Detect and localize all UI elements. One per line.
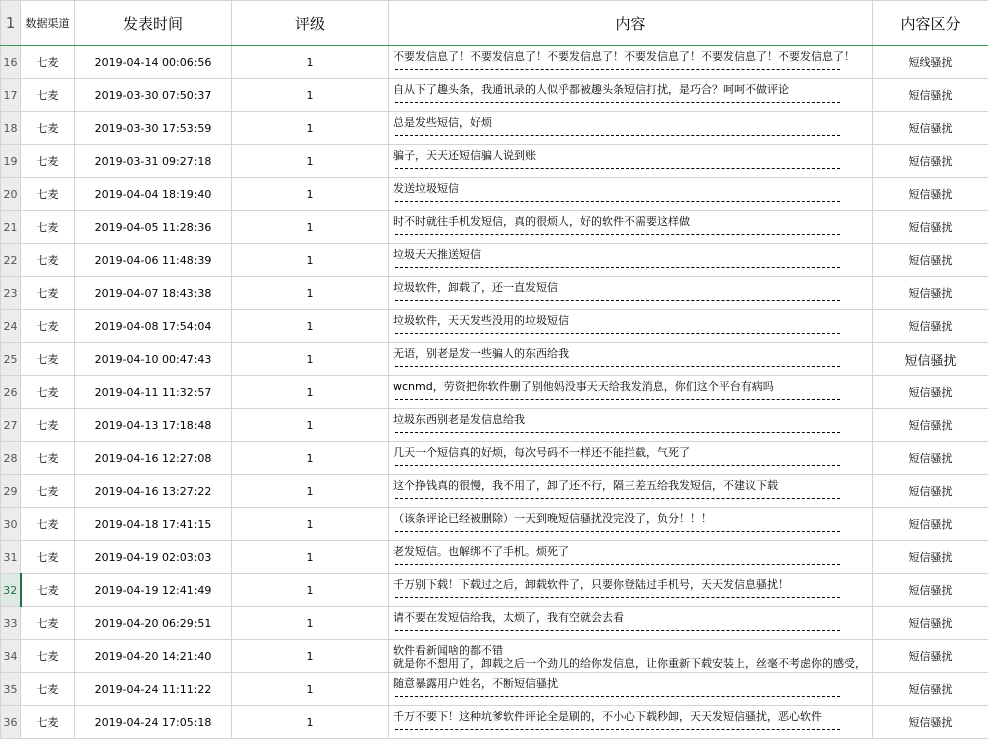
cell-category[interactable]: 短信骚扰 [873, 475, 988, 508]
cell-category[interactable]: 短信骚扰 [873, 343, 988, 376]
table-row[interactable] [1, 376, 988, 409]
row-number[interactable]: 20 [1, 178, 21, 211]
cell-rating[interactable]: 1 [232, 508, 389, 541]
cell-time[interactable]: 2019-04-07 18:43:38 [75, 277, 232, 310]
cell-rating[interactable]: 1 [232, 442, 389, 475]
cell-rating[interactable]: 1 [232, 475, 389, 508]
cell-channel[interactable]: 七麦 [21, 508, 75, 541]
cell-time[interactable]: 2019-04-04 18:19:40 [75, 178, 232, 211]
cell-content[interactable] [389, 145, 873, 178]
content-text: 请不要在发短信给我，太烦了，我有空就会去看 [393, 611, 624, 624]
row-number[interactable]: 31 [1, 541, 21, 574]
cell-content[interactable] [389, 178, 873, 211]
col-header-channel[interactable]: 数据渠道 [21, 1, 75, 46]
cell-category[interactable]: 短信骚扰 [873, 541, 988, 574]
table-row[interactable] [1, 574, 988, 607]
cell-time[interactable]: 2019-04-11 11:32:57 [75, 376, 232, 409]
cell-category[interactable]: 短信骚扰 [873, 112, 988, 145]
cell-channel[interactable]: 七麦 [21, 79, 75, 112]
content-text: 发送垃圾短信 [393, 182, 459, 195]
row-number[interactable]: 18 [1, 112, 21, 145]
cell-time[interactable]: 2019-04-19 12:41:49 [75, 574, 232, 607]
header-row [1, 1, 988, 46]
cell-category[interactable]: 短信骚扰 [873, 310, 988, 343]
cell-category[interactable]: 短信骚扰 [873, 673, 988, 706]
col-header-time[interactable]: 发表时间 [75, 1, 232, 46]
cell-channel[interactable]: 七麦 [21, 310, 75, 343]
table-row[interactable] [1, 310, 988, 343]
cell-channel[interactable]: 七麦 [21, 112, 75, 145]
cell-rating[interactable]: 1 [232, 541, 389, 574]
cell-channel[interactable]: 七麦 [21, 46, 75, 79]
cell-category[interactable]: 短信骚扰 [873, 145, 988, 178]
table-row[interactable] [1, 79, 988, 112]
row-number[interactable]: 27 [1, 409, 21, 442]
cell-content[interactable] [389, 541, 873, 574]
content-text: 骗子，天天还短信骗人说到账 [393, 149, 536, 162]
dashed-underline [395, 102, 840, 103]
dashed-underline [395, 234, 840, 235]
cell-category[interactable]: 短信骚扰 [873, 376, 988, 409]
cell-time[interactable]: 2019-03-30 07:50:37 [75, 79, 232, 112]
cell-content[interactable] [389, 46, 873, 79]
cell-channel[interactable]: 七麦 [21, 277, 75, 310]
dashed-underline [395, 498, 840, 499]
cell-rating[interactable]: 1 [232, 673, 389, 706]
dashed-underline [395, 465, 840, 466]
content-text: 总是发些短信，好烦 [393, 116, 492, 129]
content-text: 千万别下载！下载过之后，卸载软件了，只要你登陆过手机号，天天发信息骚扰！ [393, 578, 789, 591]
content-text: wcnmd，劳资把你软件删了别他妈没事天天给我发消息，你们这个平台有病吗 [393, 380, 774, 393]
table-row[interactable] [1, 211, 988, 244]
cell-time[interactable]: 2019-04-10 00:47:43 [75, 343, 232, 376]
dashed-underline [395, 333, 840, 334]
cell-content[interactable] [389, 79, 873, 112]
content-text: 垃圾软件，卸载了，还一直发短信 [393, 281, 558, 294]
cell-channel[interactable]: 七麦 [21, 145, 75, 178]
dashed-underline [395, 135, 840, 136]
cell-channel[interactable]: 七麦 [21, 607, 75, 640]
content-text: 软件看新闻啥的都不错 [393, 644, 503, 657]
cell-time[interactable]: 2019-04-08 17:54:04 [75, 310, 232, 343]
row-number[interactable]: 35 [1, 673, 21, 706]
cell-channel[interactable]: 七麦 [21, 541, 75, 574]
cell-time[interactable]: 2019-04-05 11:28:36 [75, 211, 232, 244]
cell-rating[interactable]: 1 [232, 211, 389, 244]
cell-rating[interactable]: 1 [232, 277, 389, 310]
cell-content[interactable] [389, 277, 873, 310]
dashed-underline [395, 564, 840, 565]
row-number[interactable]: 34 [1, 640, 21, 673]
cell-rating[interactable]: 1 [232, 343, 389, 376]
cell-content[interactable] [389, 475, 873, 508]
dashed-underline [395, 267, 840, 268]
cell-content[interactable] [389, 112, 873, 145]
content-text-line2: 就是你不想用了，卸载之后一个劲儿的给你发信息，让你重新下载安装上，丝毫不考虑你的感受， [393, 657, 866, 670]
row-number[interactable]: 24 [1, 310, 21, 343]
table-row[interactable] [1, 706, 988, 739]
cell-channel[interactable]: 七麦 [21, 574, 75, 607]
cell-time[interactable]: 2019-04-16 13:27:22 [75, 475, 232, 508]
cell-rating[interactable]: 1 [232, 574, 389, 607]
table-row[interactable] [1, 244, 988, 277]
cell-content[interactable] [389, 211, 873, 244]
cell-channel[interactable]: 七麦 [21, 211, 75, 244]
cell-time[interactable]: 2019-04-24 17:05:18 [75, 706, 232, 739]
cell-time[interactable]: 2019-04-20 14:21:40 [75, 640, 232, 673]
row-number[interactable]: 29 [1, 475, 21, 508]
dashed-underline [395, 630, 840, 631]
cell-channel[interactable]: 七麦 [21, 343, 75, 376]
cell-channel[interactable]: 七麦 [21, 640, 75, 673]
col-header-rating[interactable]: 评级 [232, 1, 389, 46]
cell-time[interactable]: 2019-04-19 02:03:03 [75, 541, 232, 574]
cell-content[interactable] [389, 442, 873, 475]
table-row[interactable] [1, 343, 988, 376]
cell-rating[interactable]: 1 [232, 244, 389, 277]
cell-content[interactable] [389, 508, 873, 541]
cell-channel[interactable]: 七麦 [21, 442, 75, 475]
cell-rating[interactable]: 1 [232, 376, 389, 409]
cell-category[interactable]: 短信骚扰 [873, 442, 988, 475]
cell-category[interactable]: 短信骚扰 [873, 574, 988, 607]
content-text: 千万不要下！这种坑爹软件评论全是刷的，不小心下载秒卸，天天发短信骚扰，恶心软件 [393, 710, 822, 723]
cell-category[interactable]: 短信骚扰 [873, 211, 988, 244]
row-number[interactable]: 32 [1, 574, 21, 607]
cell-channel[interactable]: 七麦 [21, 673, 75, 706]
cell-rating[interactable]: 1 [232, 607, 389, 640]
row-number[interactable]: 25 [1, 343, 21, 376]
cell-channel[interactable]: 七麦 [21, 178, 75, 211]
cell-channel[interactable]: 七麦 [21, 409, 75, 442]
col-header-category[interactable]: 内容区分 [873, 1, 988, 46]
content-text: 老发短信。也解绑不了手机。烦死了 [393, 545, 569, 558]
row-number[interactable]: 28 [1, 442, 21, 475]
dashed-underline [395, 300, 840, 301]
cell-time[interactable]: 2019-04-13 17:18:48 [75, 409, 232, 442]
cell-content[interactable] [389, 640, 873, 673]
row-number[interactable]: 23 [1, 277, 21, 310]
cell-channel[interactable]: 七麦 [21, 475, 75, 508]
cell-rating[interactable]: 1 [232, 145, 389, 178]
dashed-underline [395, 366, 840, 367]
table-row[interactable] [1, 607, 988, 640]
cell-category[interactable]: 短信骚扰 [873, 640, 988, 673]
table-row[interactable] [1, 508, 988, 541]
cell-time[interactable]: 2019-04-20 06:29:51 [75, 607, 232, 640]
cell-rating[interactable]: 1 [232, 310, 389, 343]
content-text: 垃圾软件，天天发些没用的垃圾短信 [393, 314, 569, 327]
cell-category[interactable]: 短信骚扰 [873, 79, 988, 112]
table-row[interactable] [1, 46, 988, 79]
cell-content[interactable] [389, 706, 873, 739]
cell-content[interactable] [389, 310, 873, 343]
cell-rating[interactable]: 1 [232, 409, 389, 442]
cell-time[interactable]: 2019-04-16 12:27:08 [75, 442, 232, 475]
cell-time[interactable]: 2019-04-06 11:48:39 [75, 244, 232, 277]
row-number[interactable]: 19 [1, 145, 21, 178]
cell-time[interactable]: 2019-03-31 09:27:18 [75, 145, 232, 178]
dashed-underline [395, 69, 840, 70]
cell-time[interactable]: 2019-04-14 00:06:56 [75, 46, 232, 79]
col-header-content[interactable]: 内容 [389, 1, 873, 46]
cell-time[interactable]: 2019-04-18 17:41:15 [75, 508, 232, 541]
content-text: 几天一个短信真的好烦，每次号码不一样还不能拦截，气死了 [393, 446, 690, 459]
cell-category[interactable]: 短信骚扰 [873, 244, 988, 277]
cell-category[interactable]: 短信骚扰 [873, 409, 988, 442]
row-number[interactable]: 22 [1, 244, 21, 277]
cell-time[interactable]: 2019-04-24 11:11:22 [75, 673, 232, 706]
table-row[interactable] [1, 145, 988, 178]
cell-content[interactable] [389, 607, 873, 640]
content-text: （该条评论已经被删除）一天到晚短信骚扰没完没了，负分！！！ [393, 512, 712, 525]
cell-rating[interactable]: 1 [232, 112, 389, 145]
table-row[interactable] [1, 178, 988, 211]
table-row[interactable] [1, 112, 988, 145]
cell-category[interactable]: 短信骚扰 [873, 277, 988, 310]
cell-time[interactable]: 2019-03-30 17:53:59 [75, 112, 232, 145]
row-number[interactable]: 21 [1, 211, 21, 244]
content-text: 时不时就往手机发短信，真的很烦人，好的软件不需要这样做 [393, 215, 690, 228]
table-row[interactable] [1, 409, 988, 442]
dashed-underline [395, 168, 840, 169]
dashed-underline [395, 729, 840, 730]
table-row[interactable] [1, 442, 988, 475]
dashed-underline [395, 696, 840, 697]
cell-content[interactable] [389, 409, 873, 442]
cell-channel[interactable]: 七麦 [21, 376, 75, 409]
cell-rating[interactable]: 1 [232, 178, 389, 211]
table-row[interactable] [1, 673, 988, 706]
cell-category[interactable]: 短信骚扰 [873, 607, 988, 640]
cell-content[interactable] [389, 343, 873, 376]
dashed-underline [395, 399, 840, 400]
table-body [1, 46, 988, 739]
cell-content[interactable] [389, 574, 873, 607]
table-row[interactable] [1, 277, 988, 310]
row-number[interactable]: 26 [1, 376, 21, 409]
content-text: 自从下了趣头条，我通讯录的人似乎都被趣头条短信打扰，是巧合？呵呵不做评论 [393, 83, 789, 96]
table-row[interactable] [1, 541, 988, 574]
cell-category[interactable]: 短线骚扰 [873, 46, 988, 79]
cell-rating[interactable]: 1 [232, 46, 389, 79]
row-number[interactable]: 33 [1, 607, 21, 640]
row-number[interactable]: 17 [1, 79, 21, 112]
content-text: 随意暴露用户姓名，不断短信骚扰 [393, 677, 558, 690]
table-row[interactable] [1, 475, 988, 508]
cell-category[interactable]: 短信骚扰 [873, 178, 988, 211]
cell-content[interactable] [389, 376, 873, 409]
cell-content[interactable] [389, 673, 873, 706]
cell-rating[interactable]: 1 [232, 640, 389, 673]
row-number[interactable]: 16 [1, 46, 21, 79]
table-row[interactable] [1, 640, 988, 673]
content-text: 无语，别老是发一些骗人的东西给我 [393, 347, 569, 360]
cell-category[interactable]: 短信骚扰 [873, 706, 988, 739]
cell-content[interactable] [389, 244, 873, 277]
cell-rating[interactable]: 1 [232, 706, 389, 739]
dashed-underline [395, 432, 840, 433]
cell-channel[interactable]: 七麦 [21, 706, 75, 739]
content-text: 垃圾东西别老是发信息给我 [393, 413, 525, 426]
row-number[interactable]: 30 [1, 508, 21, 541]
dashed-underline [395, 597, 840, 598]
content-text: 不要发信息了！不要发信息了！不要发信息了！不要发信息了！不要发信息了！不要发信息了！ [393, 50, 855, 63]
content-text: 这个挣钱真的很慢，我不用了，卸了还不行，隔三差五给我发短信，不建议下载 [393, 479, 778, 492]
cell-channel[interactable]: 七麦 [21, 244, 75, 277]
dashed-underline [395, 531, 840, 532]
cell-category[interactable]: 短信骚扰 [873, 508, 988, 541]
cell-rating[interactable]: 1 [232, 79, 389, 112]
content-text: 垃圾天天推送短信 [393, 248, 481, 261]
row-number[interactable]: 36 [1, 706, 21, 739]
row-number-header[interactable]: 1 [1, 1, 21, 46]
dashed-underline [395, 201, 840, 202]
